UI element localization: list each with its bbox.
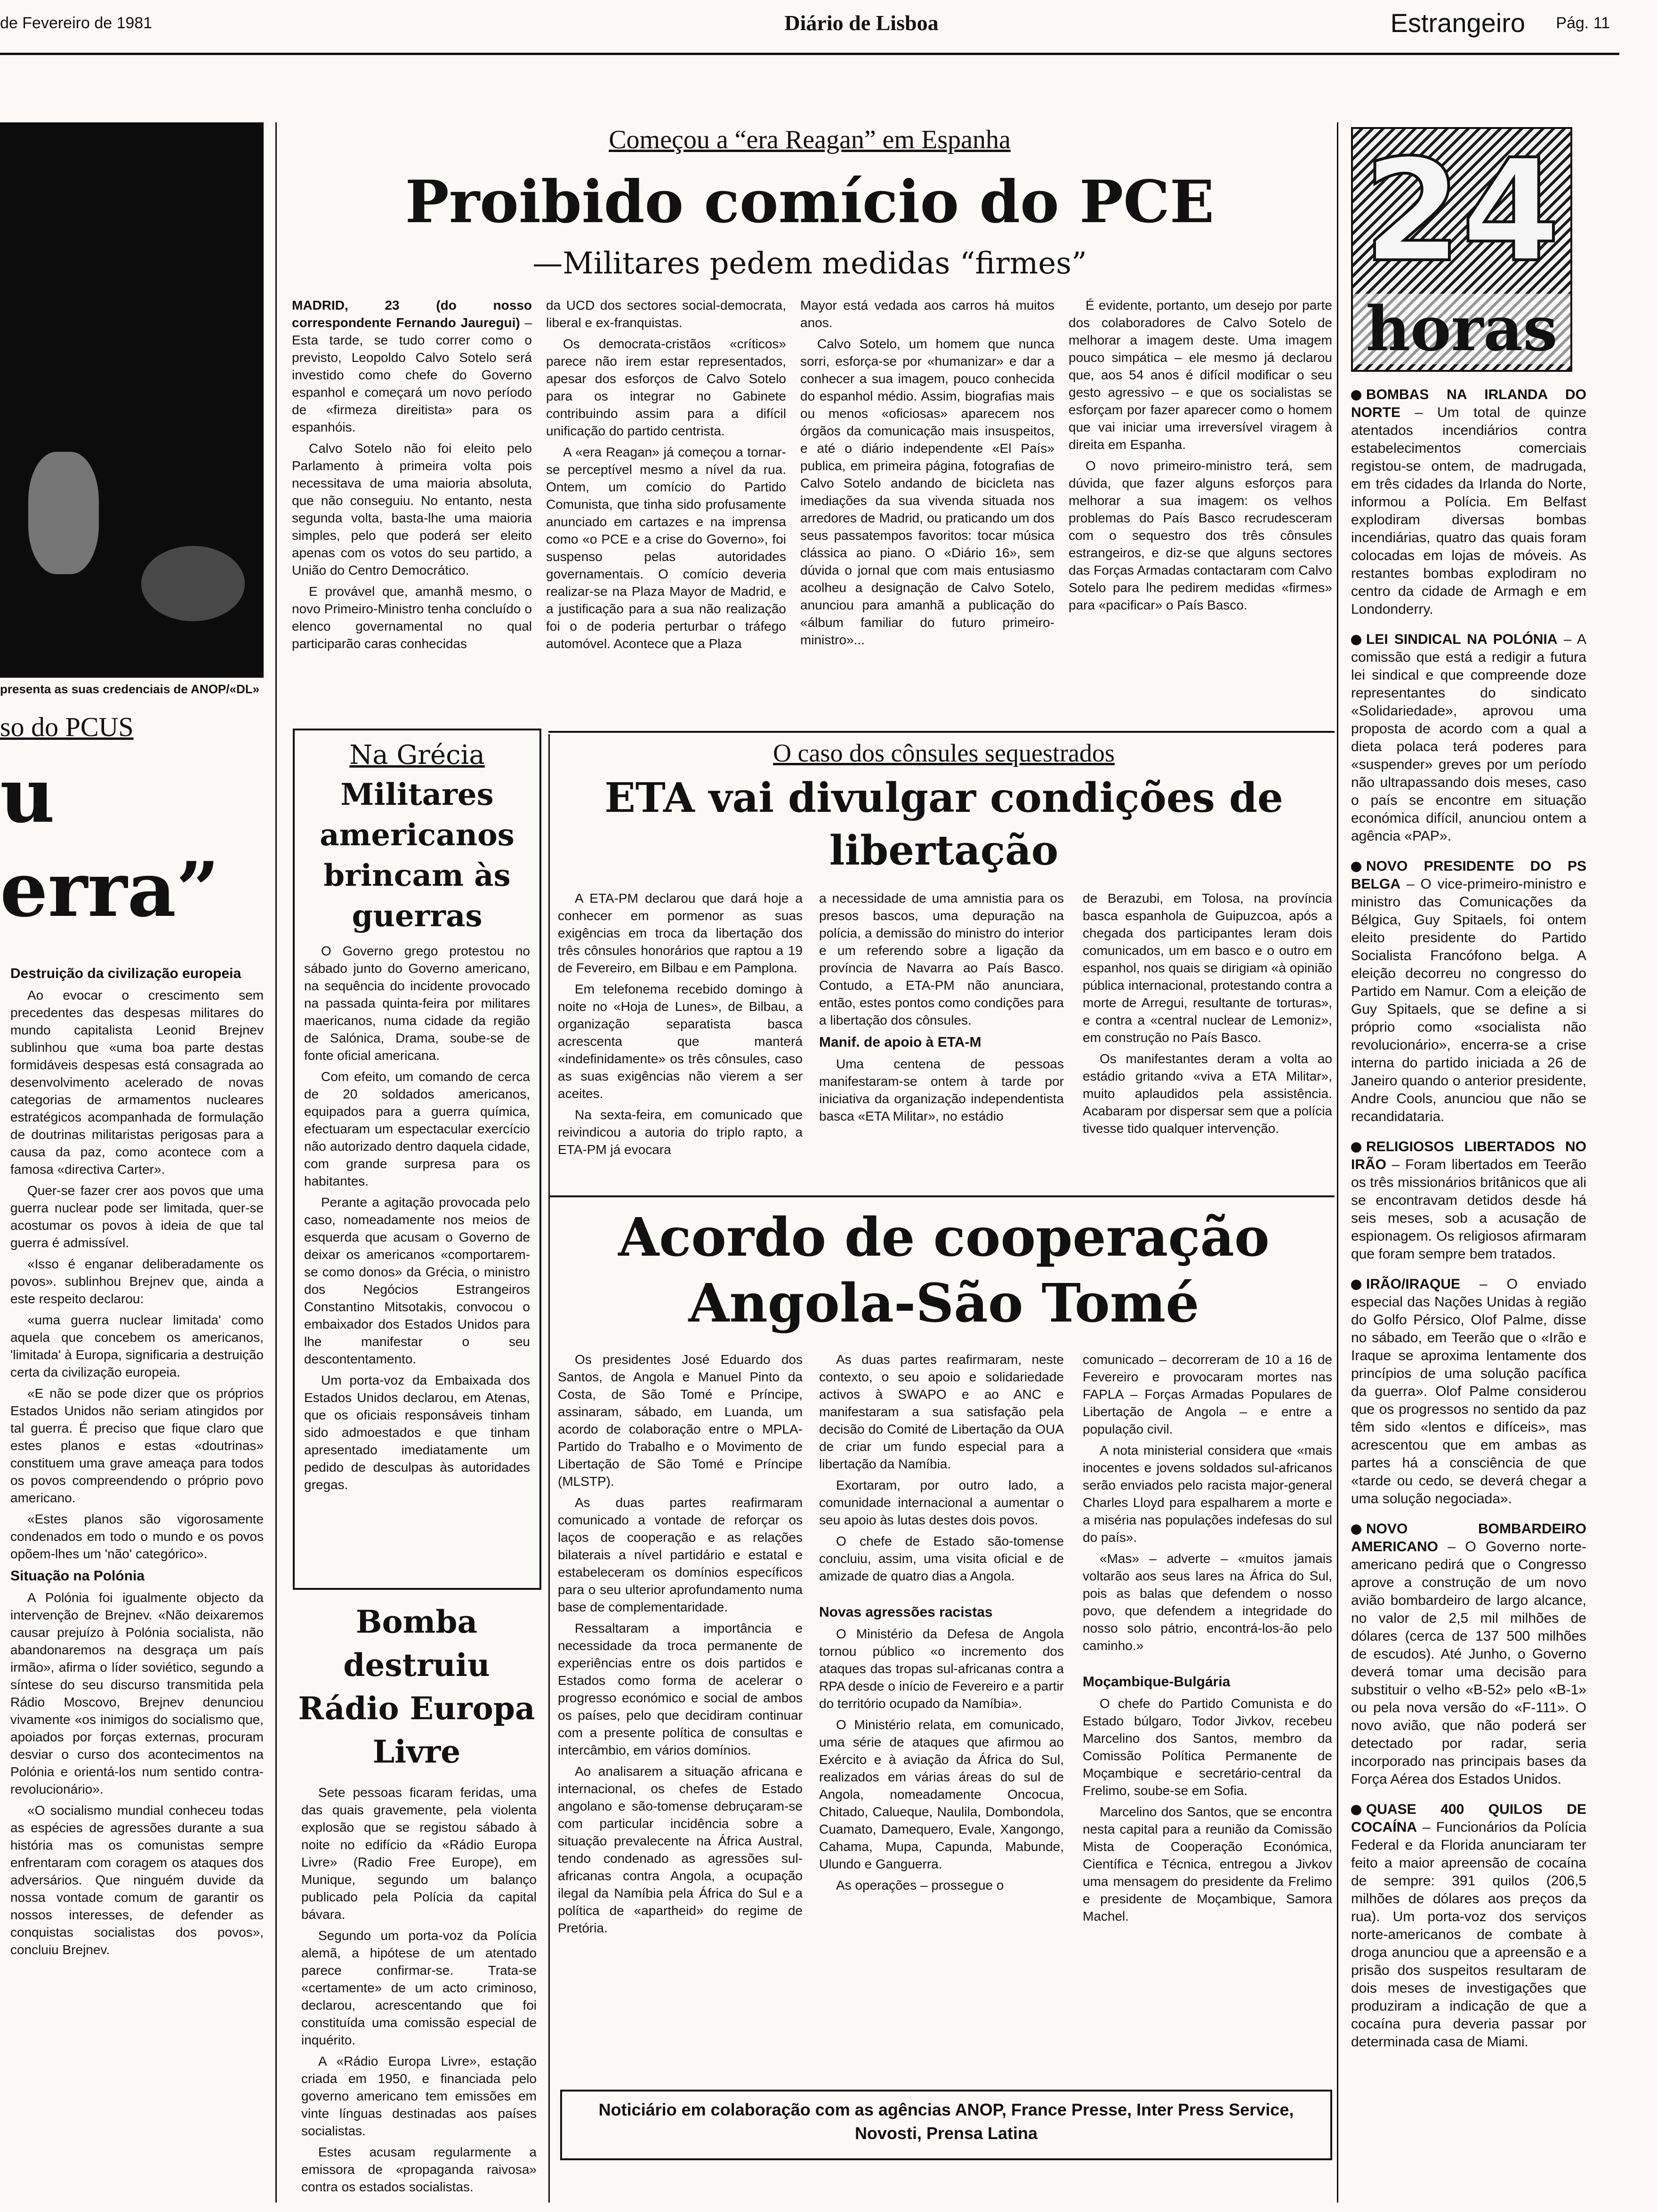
subhead-novas-agressoes: Novas agressões racistas [819, 1604, 993, 1620]
paragraph: A «era Reagan» já começou a tornar-se perceptível mesmo a nível da rua. Ontem, um comício do Partido Comunista, que tinha sido profusamente anunciado em cartazes e na imprensa como «o PCE e a crise do Governo», foi suspenso pelas autoridades governamentais. O comício deveria realizar-se na Plaza Mayor de Madrid, e a justificação para a sua não realização foi o de poderia perturbar o tráfego automóvel. Acontece que a Plaza [546, 445, 786, 651]
24-horas-items [1351, 386, 1586, 2203]
paragraph: «Mas» – adverte – «muitos jamais voltarão aos seus lares na África do Sul, pois as balas que defendem o nosso povo, que defendem a integridade do nosso solo pátrio, encontrá-los-ão pelo caminho.» [1083, 1551, 1332, 1653]
eta-column-2 [819, 890, 1064, 1191]
bomba-article [301, 1784, 537, 2198]
paragraph: Uma centena de pessoas manifestaram-se ontem à tarde por iniciativa da organização independentista basca «ETA Militar», no estádio [819, 1057, 1064, 1123]
left-kicker: so do PCUS [0, 712, 134, 742]
bomba-headline: Bomba destruiu Rádio Europa Livre [298, 1603, 535, 1770]
paragraph: da UCD dos sectores social-democrata, liberal e ex-franquistas. [546, 298, 786, 330]
paragraph: Sete pessoas ficaram feridas, uma das quais gravemente, pela violenta explosão que se registou sábado à noite no edifício da «Rádio Europa Livre» (Radio Free Europe), em Munique, segundo um balanço publicado pela Polícia da capital bávara. [301, 1785, 537, 1922]
bullet-icon [1351, 635, 1361, 645]
bullet-icon [1351, 1805, 1361, 1815]
paragraph: Mayor está vedada aos carros há muitos anos. [800, 298, 1054, 330]
newspaper-title: Diário de Lisboa [784, 11, 939, 35]
paragraph: Com efeito, um comando de cerca de 20 soldados americanos, equipados para a guerra química, efectuaram um espectacular exercício não autorizado dentro daquela cidade, com grande surpresa para os habitantes. [304, 1069, 530, 1188]
paragraph: E provável que, amanhã mesmo, o novo Primeiro-Ministro tenha concluído o elenco governamental no qual participarão caras conhecidas [292, 584, 532, 651]
paragraph: Ressaltaram a importância e necessidade da troca permanente de experiências entre os dois partidos e Estados como forma de acelerar o progresso económico e social de ambos os países, pelo que decidiram continuar com a presente política de consultas e intercâmbio, em vários domínios. [558, 1621, 803, 1757]
paragraph: O chefe do Partido Comunista e do Estado búlgaro, Todor Jivkov, recebeu Marcelino dos Santos, membro da Comissão Política Permanente de Moçambique e secretário-central da Frelimo, soube-se em Sofia. [1083, 1696, 1332, 1798]
pce-column-3 [800, 297, 1054, 729]
left-headline-fragment-1: u [0, 753, 55, 838]
news-brief: IRÃO/IRAQUE – O enviado especial das Nações Unidas à região do Golfo Pérsico, Olof Palme, disse no sábado, em Teerão que o «Irão e Iraque se aproxima lentamente dos princípios de uma solução pacífica da guerra». Olof Palme considerou que os progressos no sentido da paz têm sido «lentos e difíceis», mas acrescentou que em ambas as partes há a consciência de que «tarde ou cedo, se deverá chegar a uma solução negociada». [1351, 1276, 1586, 1507]
paragraph: As duas partes reafirmaram, neste contexto, o seu apoio e solidariedade activos à SWAPO e ao ANC e manifestaram a sua satisfação pela decisão do Comité de Libertação da OUA de criar um fundo especial para a libertação da Namíbia. [819, 1352, 1064, 1471]
photo-caption: presenta as suas credenciais de ANOP/«DL» [0, 682, 260, 696]
news-brief: NOVO BOMBARDEIRO AMERICANO – O Governo norte-americano pedirá que o Congresso aprove a construção de um novo avião bombardeiro de largo alcance, no valor de 2,5 mil milhões de dólares (cerca de 137 500 milhões de escudos). Até Junho, o Governo deverá tomar uma decisão para substituir o velho «B-52» pelo «B-1» ou pela nova versão do «F-111». O novo avião, que não poderá ser detectado por radar, seria incorporado nas principais bases da Força Aérea dos Estados Unidos. [1351, 1521, 1586, 1787]
grecia-headline: Militares americanos brincam às guerras [320, 777, 515, 934]
paragraph: O Ministério da Defesa de Angola tornou público «o incremento dos ataques das tropas sul-africanas contra a RPA desde o início de Fevereiro e a partir do território ocupado da Namíbia». [819, 1627, 1064, 1711]
paragraph: O Governo grego protestou no sábado junto do Governo americano, na sequência do incidente provocado na passada quinta-feira por militares maericanos, numa cidade da região de Salónica, Drama, soube-se de fonte oficial americana. [304, 944, 530, 1063]
news-brief: BOMBAS NA IRLANDA DO NORTE – Um total de quinze atentados incendiários contra estabelecimentos comerciais registou-se ontem, de madrugada, em três cidades da Irlanda do Norte, informou a Polícia. Em Belfast explodiram diversas bombas incendiárias, quatro das quais foram colocadas em lojas de móveis. As restantes bombas explodiram no centro da cidade de Armagh e em Londonderry. [1351, 387, 1586, 617]
column-divider [275, 122, 277, 2203]
angola-column-3 [1083, 1351, 1332, 2057]
eta-kicker: O caso dos cônsules sequestrados [773, 739, 1115, 767]
paragraph: Ao evocar o crescimento sem precedentes das despesas militares do mundo capitalista Leonid Brejnev sublinhou que «uma boa parte destas formidáveis despesas está consagrada ao desenvolvimento acelerado de novas categorias de armamentos nucleares estratégicos acompanhada de formulação de doutrinas militaristas perigosas para a causa da paz, como acontece com a famosa «directiva Carter». [10, 988, 264, 1177]
paragraph: A «Rádio Europa Livre», estação criada em 1950, e financiada pelo governo americano tem emissões em vinte línguas destinadas aos países socialistas. [301, 2054, 537, 2138]
pce-headline: Proibido comício do PCE [405, 168, 1215, 236]
angola-column-1 [558, 1351, 803, 2057]
paragraph: A Polónia foi igualmente objecto da intervenção de Brejnev. «Não deixaremos causar prejuízo à Polónia socialista, não abandonaremos na desgraça um país irmão», afirma o líder soviético, segundo a síntese do seu discurso transmitida pela Rádio Moscovo, Brejnev denunciou vivamente «os inimigos do socialismo que, apoiados por forças externas, procuram desviar o curso dos acontecimentos na Polónia e orientá-los num sentido contra-revolucionário». [10, 1590, 264, 1796]
eta-headline: ETA vai divulgar condições de libertação [604, 774, 1283, 874]
paragraph: Ao analisarem a situação africana e internacional, os chefes de Estado angolano e são-tomense debruçaram-se com particular incidência sobre a situação prevalecente na África Austral, tendo condenado as agressões sul-africanas contra Angola, a ocupação ilegal da Namíbia pela África do Sul e a política de «apartheid» do regime de Pretória. [558, 1764, 803, 1935]
paragraph: As duas partes reafirmaram comunicado a vontade de reforçar os laços de cooperação e as relações bilaterais a nível partidário e estatal e estabeleceram os domínios específicos para o seu ulterior aprofundamento numa base de complementaridade. [558, 1495, 803, 1614]
logo-word: horas [1353, 294, 1570, 364]
paragraph: Estes acusam regularmente a emissora de «propaganda raivosa» contra os estados socialistas. [301, 2145, 537, 2194]
paragraph: «uma guerra nuclear limitada' como aquela que concebem os americanos, 'limitada' à Europa, significaria a destruição certa da civilização europeia. [10, 1313, 264, 1379]
paragraph: Calvo Sotelo, um homem que nunca sorri, esforça-se por «humanizar» e dar a conhecer a sua imagem, pouco conhecida do espanhol médio. Assim, biografias mais ou menos «oficiosas» aparecem nos órgãos da comunicação mais insuspeitos, e até o diário independente «El País» publica, em primeira página, fotografias de Calvo Sotelo andando de bicicleta nas imediações da sua vivenda situada nos arredores de Madrid, ou praticando um dos seus passatempos favoritos: tocar música clássica ao piano. O «Diário 16», sem dúvida o jornal que com mais entusiasmo acolheu a designação de Calvo Sotelo, anunciou para amanhã a publicação do «álbum familiar do futuro primeiro-ministro»... [800, 337, 1054, 647]
paragraph: «Isso é enganar deliberadamente os povos». sublinhou Brejnev que, ainda a este respeito declarou: [10, 1257, 264, 1306]
news-brief: RELIGIOSOS LIBERTADOS NO IRÃO – Foram libertados em Teerão os três missionários britânicos que ali se encontravam detidos desde há seis meses, sob a acusação de espionagem. Os religiosos afirmaram que foram sempre bem tratados. [1351, 1139, 1586, 1262]
paragraph: O chefe de Estado são-tomense concluiu, assim, uma visita oficial e de amizade de quatro dias a Angola. [819, 1534, 1064, 1583]
news-brief: NOVO PRESIDENTE DO PS BELGA – O vice-primeiro-ministro e ministro das Comunicações da Bélgica, Guy Spitaels, foi ontem eleito presidente do Partido Socialista Francófono belga. A eleição decorreu no congresso do Partido em Namur. Com a eleição de Guy Spitaels, que se define a si próprio como «socialista não revolucionário», encerra-se a crise interna do partido iniciada a 26 de Janeiro quando o anterior presidente, Andre Cools, anunciou que não se recandidataria. [1351, 858, 1586, 1124]
paragraph: O Ministério relata, em comunicado, uma série de ataques que afirmou ao Exército e à aviação da África do Sul, realizados em várias áreas do sul de Angola, nomeadamente Oncocua, Chitado, Calueque, Naulila, Dombondola, Cuamato, Damequero, Evale, Xangongo, Cahama, Mupa, Capunda, Mabunde, Ulundo e Ganguerra. [819, 1717, 1064, 1871]
paragraph: Em telefonema recebido domingo à noite no «Hoja de Lunes», de Bilbau, a organização separatista basca acrescenta que manterá «indefinidamente» os três cônsules, caso as suas exigências não vierem a ser aceites. [558, 982, 803, 1101]
paragraph: «O socialismo mundial conheceu todas as espécies de agressões durante a sua história mas os comunistas sempre enfrentaram com coragem os ataques dos adversários. Que ninguém duvide da nossa vontade comum de garantir os nossos interesses, de defender as conquistas socialistas dos povos», concluiu Brejnev. [10, 1803, 264, 1957]
paragraph: As operações – prossegue o [836, 1878, 1004, 1892]
grecia-box [293, 729, 541, 1590]
section-rule [548, 731, 1335, 733]
paragraph: comunicado – decorreram de 10 a 16 de Fevereiro e provocaram mortes nas FAPLA – Forças Armadas Populares de Libertação de Angola – e entre a população civil. [1083, 1352, 1332, 1436]
bullet-icon [1351, 390, 1361, 401]
eta-column-1 [558, 890, 803, 1191]
column-divider [1337, 122, 1338, 2203]
paragraph: Exortaram, por outro lado, a comunidade internacional a aumentar o seu apoio às lutas destes dois povos. [819, 1478, 1064, 1527]
pce-kicker: Começou a “era Reagan” em Espanha [609, 125, 1011, 154]
brejnev-article [10, 960, 264, 2193]
paragraph: de Berazubi, em Tolosa, na província basca espanhola de Guipuzcoa, após a chegada dos participantes leram dois comunicados, um em basco e o outro em espanhol, nos quais se dirigiam «à opinião pública internacional, protestando contra a morte de Arregui, resultante de torturas», e contra a «central nuclear de Lemoniz», em construção no País Basco. [1083, 891, 1332, 1045]
logo-number: 24 [1363, 129, 1560, 293]
angola-headline: Acordo de cooperação Angola-São Tomé [618, 1207, 1270, 1334]
paragraph: Segundo um porta-voz da Polícia alemã, a hipótese de um atentado parece confirmar-se. Trata-se «certamente» de um acto criminoso, declarou, acrescentando que foi constituída uma comissão especial de inquérito. [301, 1928, 537, 2047]
pce-subhead: —Militares pedem medidas “firmes” [532, 246, 1087, 281]
pce-column-4 [1069, 297, 1332, 729]
bullet-icon [1351, 1142, 1361, 1153]
pce-dateline: MADRID, 23 (do nosso correspondente Fernando Jauregui) [292, 298, 532, 330]
paragraph: Quer-se fazer crer aos povos que uma guerra nuclear pode ser limitada, quer-se acostumar os povos à ideia de que tal guerra é admissível. [10, 1183, 264, 1250]
left-headline-fragment-2: erra” [0, 845, 220, 934]
paragraph: Na sexta-feira, em comunicado que reivindicou a autoria do triplo rapto, a ETA-PM já evocara [558, 1107, 803, 1157]
news-brief: LEI SINDICAL NA POLÓNIA – A comissão que está a redigir a futura lei sindical e que compreende doze representantes do sindicato «Solidariedade», aprovou uma proposta de acordo com a qual a dieta polaca terá poderes para «suspender» greves por um período não ultrapassando dois meses, caso o país se encontre em situação económica difícil, anunciou ontem a agência «PAP». [1351, 632, 1586, 844]
paragraph: Marcelino dos Santos, que se encontra nesta capital para a reunião da Comissão Mista de Cooperação Económica, Científica e Técnica, entregou a Jivkov uma mensagem do presidente da Frelimo e presidente de Moçambique, Samora Machel. [1083, 1804, 1332, 1923]
paragraph: Os democrata-cristãos «críticos» parece não irem estar representados, apesar dos esforços de Calvo Sotelo para os integrar no Gabinete contribuindo assim para a difícil unificação do partido centrista. [546, 337, 786, 438]
header-rule [0, 53, 1619, 55]
paragraph: – Esta tarde, se tudo correr como o previsto, Leopoldo Calvo Sotelo será investido como chefe do Governo espanhol e começará um novo período de «firmeza direitista» para os espanhóis. [292, 315, 532, 434]
paragraph: «E não se pode dizer que os próprios Estados Unidos não seriam atingidos por tal guerra. É preciso que fique claro que estes planos e estas «doutrinas» constituem uma grave ameaça para todos os povos compreendendo o próprio povo americano. [10, 1386, 264, 1505]
column-divider [548, 734, 550, 2203]
bullet-icon [1351, 862, 1361, 872]
paragraph: «Estes planos são vigorosamente condenados em todo o mundo e os povos opõem-lhes um 'não' categórico». [10, 1512, 264, 1561]
paragraph: Um porta-voz da Embaixada dos Estados Unidos declarou, em Atenas, que os oficiais responsáveis tinham sido admoestados e que tinham apresentado imediatamente um pedido de desculpas às autoridades gregas. [304, 1373, 530, 1492]
eta-subhead: Manif. de apoio à ETA-M [819, 1034, 981, 1050]
paragraph: A nota ministerial considera que «mais inocentes e jovens soldados sul-africanos serão enviados pelo racista major-general Charles Lloyd para espalharem a morte e a miséria nas populações indefesas do sul do país». [1083, 1443, 1332, 1545]
24-horas-logo [1351, 127, 1572, 372]
news-brief: QUASE 400 QUILOS DE COCAÍNA – Funcionários da Polícia Federal e da Florida anunciaram ter feito a maior apreensão de cocaína de sempre: 391 quilos (206,5 milhões de dólares aos preços da rua). Um porta-voz dos serviços norte-americanos de combate à droga anunciou que a apreensão e a prisão dos suspeitos resultaram de dois meses de investigações que produziram a indicação de que a cocaína pura deveria passar por determinada casa de Miami. [1351, 1802, 1586, 2050]
paragraph: Os presidentes José Eduardo dos Santos, de Angola e Manuel Pinto da Costa, de São Tomé e Príncipe, assinaram, sábado, em Luanda, um acordo de colaboração entre o MPLA-Partido do Trabalho e o Movimento de Libertação de São Tomé e Príncipe (MLSTP). [558, 1352, 803, 1489]
bullet-icon [1351, 1280, 1361, 1290]
paragraph: Perante a agitação provocada pelo caso, nomeadamente nos meios de esquerda que acusam o Governo de deixar os americanos «comportarem-se como donos» da Grécia, o ministro dos Negócios Estrangeiros Constantino Mitsotakis, convocou o embaixador dos Estados Unidos para lhe manifestar o seu descontentamento. [304, 1195, 530, 1366]
pce-column-1 [292, 297, 532, 729]
grecia-kicker: Na Grécia [349, 740, 485, 770]
paragraph: A ETA-PM declarou que dará hoje a conhecer em pormenor as suas exigências em troca da libertação dos três cônsules honorários que raptou a 19 de Fevereiro, em Bilbau e em Pamplona. [558, 891, 803, 975]
subhead-mocambique-bulgaria: Moçambique-Bulgária [1083, 1674, 1231, 1690]
angola-column-2 [819, 1351, 1064, 2057]
subhead-polonia: Situação na Polónia [10, 1568, 145, 1584]
page-number: Pág. 11 [1556, 14, 1610, 32]
subhead-destruicao: Destruição da civilização europeia [10, 966, 241, 981]
paragraph: É evidente, portanto, um desejo por parte dos colaboradores de Calvo Sotelo de melhorar a imagem deste. Uma imagem pouco simpática – ele mesmo já declarou que, aos 54 anos é difícil modificar o seu gesto agressivo – e que os socialistas se esforçam por fazer aparecer como o homem que vai iniciar uma irreversível viragem à direita em Espanha. [1069, 298, 1332, 452]
section-rule [548, 1195, 1335, 1197]
bullet-icon [1351, 1524, 1361, 1535]
paragraph: a necessidade de uma amnistia para os presos bascos, uma depuração na polícia, a demissão do ministro do interior e um referendo sobre a ligação da província de Navarra ao País Basco. Contudo, a ETA-PM não anunciara, então, estes pontos como condições para a libertação dos cônsules. [819, 891, 1064, 1027]
news-photo [0, 122, 264, 678]
paragraph: Os manifestantes deram a volta ao estádio gritando «viva a ETA Militar», muito aplaudidos pela assistência. Acabaram por dispersar sem que a polícia tivesse tido qualquer intervenção. [1083, 1051, 1332, 1136]
pce-column-2 [546, 297, 786, 729]
agencies-note [560, 2090, 1332, 2160]
issue-date: de Fevereiro de 1981 [0, 14, 153, 32]
agencies-note-text: Noticiário em colaboração com as agências ANOP, France Presse, Inter Press Service, Novosti, Prensa Latina [598, 2100, 1294, 2143]
paragraph: O novo primeiro-ministro terá, sem dúvida, que fazer alguns esforços para melhorar a sua imagem: os velhos problemas do País Basco recrudesceram com o sequestro dos três cônsules estrangeiros, e diz-se que alguns sectores das Forças Armadas contactaram com Calvo Sotelo para lhe pedirem medidas «firmes» para «pacificar» o País Basco. [1069, 458, 1332, 612]
section-title: Estrangeiro [1390, 8, 1525, 38]
paragraph: Calvo Sotelo não foi eleito pelo Parlamento à primeira volta pois necessitava de uma maioria absoluta, que não conseguiu. No entanto, nesta segunda volta, basta-lhe uma maioria simples, pelo que poderá ser eleito apenas com os votos do seu partido, a União do Centro Democrático. [292, 441, 532, 577]
eta-column-3 [1083, 890, 1332, 1191]
